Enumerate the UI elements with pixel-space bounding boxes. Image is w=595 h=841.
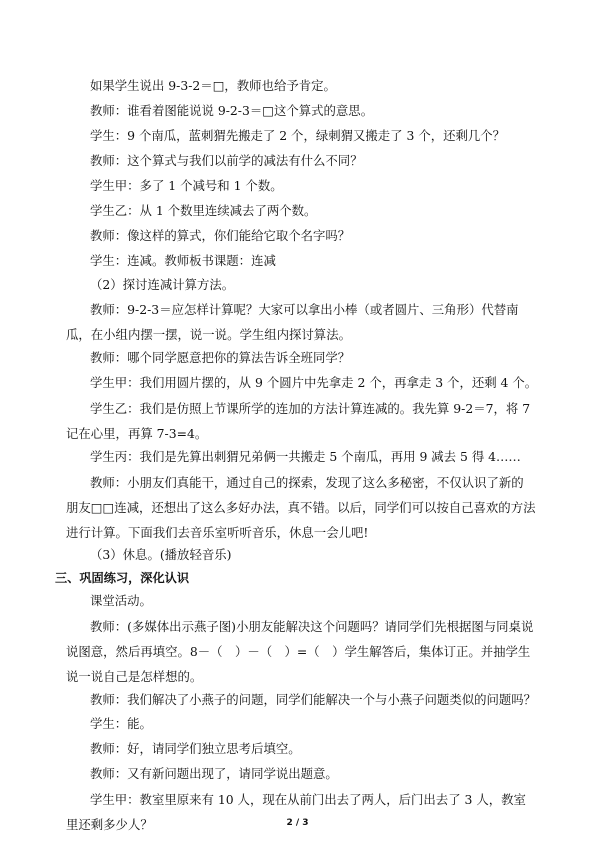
paragraph: 学生乙：从 1 个数里连续减去了两个数。 <box>90 203 317 218</box>
paragraph: 学生甲：教室里原来有 10 人，现在从前门出去了两人，后门出去了 3 人，教室里还剩多少人？ <box>66 792 526 832</box>
paragraph: 学生甲：我们用圆片摆的，从 9 个圆片中先拿走 2 个，再拿走 3 个，还剩 4 个。 <box>90 375 538 390</box>
paragraph: 如果学生说出 9-3-2＝□，教师也给予肯定。 <box>90 78 336 93</box>
paragraph: 教师：这个算式与我们以前学的减法有什么不同？ <box>90 153 363 168</box>
paragraph: 教师：(多媒体出示燕子图)小朋友能解决这个问题吗？请同学们先根据图与同桌说说图意，然后再填空。8－（ ）－（ ）=（ ）学生解答后，集体订正。并抽学生说一说自己是怎样想的。 <box>66 619 534 684</box>
paragraph: 学生甲：多了 1 个减号和 1 个数。 <box>90 178 283 193</box>
paragraph: （2）探讨连减计算方法。 <box>90 277 235 292</box>
paragraph: 教师：像这样的算式，你们能给它取个名字吗？ <box>90 228 351 243</box>
paragraph: （3）休息。(播放轻音乐) <box>90 547 232 562</box>
paragraph: 教师：小朋友们真能干，通过自己的探索，发现了这么多秘密，不仅认识了新的朋友□□连减，还想出了这么多好办法，真不错。以后，同学们可以按自己喜欢的方法进行计算。下面我们去音乐室听听音乐，休息一会儿吧! <box>66 475 536 540</box>
paragraph: 学生：9 个南瓜，蓝刺猬先搬走了 2 个，绿刺猬又搬走了 3 个，还剩几个？ <box>90 128 506 143</box>
paragraph: 学生丙：我们是先算出刺猬兄弟俩一共搬走 5 个南瓜，再用 9 减去 5 得 4…… <box>90 449 521 464</box>
paragraph: 学生：连减。教师板书课题：连减 <box>90 253 276 268</box>
section-heading: 三、巩固练习，深化认识 <box>55 571 190 585</box>
paragraph: 教师：9-2-3＝应怎样计算呢？大家可以拿出小棒（或者圆片、三角形）代替南瓜，在小组内摆一摆，说一说。学生组内探讨算法。 <box>66 302 519 342</box>
paragraph: 学生乙：我们是仿照上节课所学的连加的方法计算连减的。我先算 9-2＝7，将 7 记在心里，再算 7-3=4。 <box>66 401 531 441</box>
page-number: 2 / 3 <box>286 818 309 828</box>
paragraph: 教师：好，请同学们独立思考后填空。 <box>90 741 301 756</box>
paragraph: 教师：哪个同学愿意把你的算法告诉全班同学？ <box>90 350 351 365</box>
paragraph: 教师：谁看着图能说说 9-2-3＝□这个算式的意思。 <box>90 103 374 118</box>
paragraph: 学生：能。 <box>90 716 152 731</box>
paragraph: 课堂活动。 <box>90 593 152 608</box>
paragraph: 教师：我们解决了小燕子的问题，同学们能解决一个与小燕子问题类似的问题吗？ <box>90 692 537 707</box>
paragraph: 教师：又有新问题出现了，请同学说出题意。 <box>90 766 338 781</box>
